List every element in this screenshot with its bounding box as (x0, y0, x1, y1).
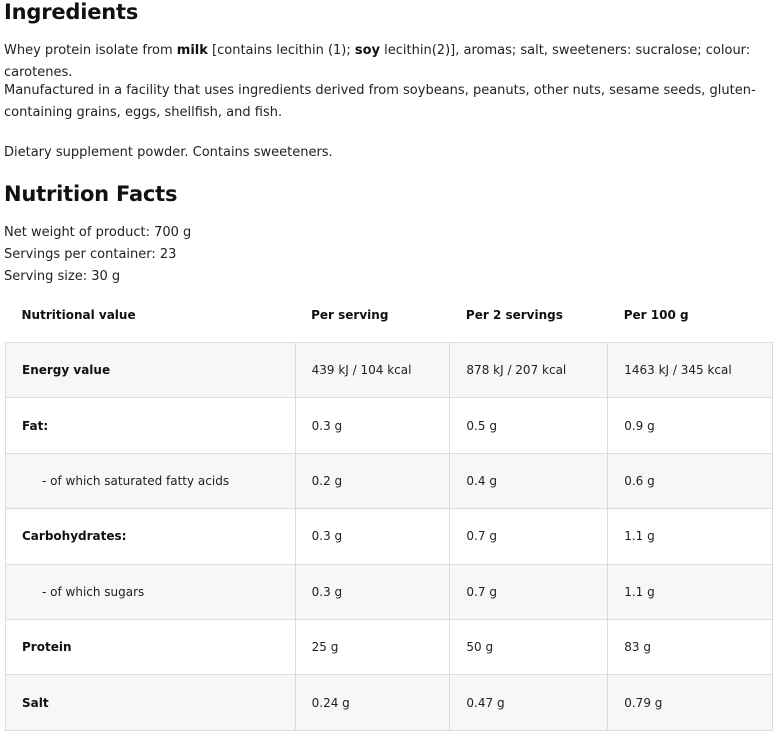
column-header-per-serving: Per serving (311, 308, 389, 322)
cell-per-2-servings: 0.47 g (450, 675, 608, 730)
cell-per-100g: 0.79 g (608, 675, 773, 730)
row-label: Protein (6, 619, 296, 674)
net-weight: Net weight of product: 700 g (4, 225, 192, 240)
ingredients-text-part: Whey protein isolate from (4, 43, 177, 58)
ingredients-text-part: lecithin(2)], aromas; salt, sweeteners: sucralose; colour: carotenes. (4, 43, 751, 80)
row-label: Fat: (6, 398, 296, 453)
column-header-nutritional-value: Nutritional value (21, 308, 136, 322)
allergen-soy: soy (354, 43, 381, 58)
cell-per-100g: 0.9 g (608, 398, 773, 453)
column-header-per-100g: Per 100 g (623, 308, 689, 322)
cell-per-100g: 1.1 g (608, 564, 773, 619)
cell-per-serving: 439 kJ / 104 kcal (295, 343, 450, 398)
nutrition-heading: Nutrition Facts (4, 182, 178, 206)
table-row (6, 343, 773, 398)
row-label: Energy value (6, 343, 296, 398)
table-row (6, 509, 773, 564)
nutrition-table (5, 288, 773, 731)
cell-per-serving: 0.3 g (295, 398, 450, 453)
row-label: Salt (6, 675, 296, 730)
cell-per-100g: 1.1 g (608, 509, 773, 564)
cell-per-2-servings: 0.5 g (450, 398, 608, 453)
table-header-row (6, 288, 773, 343)
cell-per-serving: 0.3 g (295, 509, 450, 564)
ingredients-text-part: [contains lecithin (1); (207, 43, 355, 58)
ingredients-heading: Ingredients (4, 0, 139, 24)
row-label: - of which sugars (6, 564, 296, 619)
cell-per-2-servings: 0.4 g (450, 453, 608, 508)
cell-per-serving: 0.3 g (295, 564, 450, 619)
allergen-milk: milk (176, 43, 208, 58)
cell-per-serving: 0.24 g (295, 675, 450, 730)
cell-per-2-servings: 0.7 g (450, 509, 608, 564)
serving-size: Serving size: 30 g (4, 269, 121, 284)
cell-per-100g: 0.6 g (608, 453, 773, 508)
table-row (6, 564, 773, 619)
cell-per-2-servings: 50 g (450, 619, 608, 674)
row-label: - of which saturated fatty acids (6, 453, 296, 508)
column-header-per-2-servings: Per 2 servings (465, 308, 563, 322)
table-row (6, 453, 773, 508)
cell-per-100g: 83 g (608, 619, 773, 674)
servings-per-container: Servings per container: 23 (4, 247, 177, 262)
cell-per-100g: 1463 kJ / 345 kcal (608, 343, 773, 398)
table-row (6, 398, 773, 453)
ingredients-text (4, 40, 764, 84)
facility-notice: Manufactured in a facility that uses ingredients derived from soybeans, peanuts, other nuts, sesame seeds, gluten-containing grains, eggs, shellfish, and fish. (4, 83, 756, 120)
cell-per-serving: 0.2 g (295, 453, 450, 508)
table-row (6, 675, 773, 730)
cell-per-2-servings: 878 kJ / 207 kcal (450, 343, 608, 398)
table-row (6, 619, 773, 674)
cell-per-serving: 25 g (295, 619, 450, 674)
row-label: Carbohydrates: (6, 509, 296, 564)
dietary-notice: Dietary supplement powder. Contains sweeteners. (4, 145, 333, 160)
cell-per-2-servings: 0.7 g (450, 564, 608, 619)
